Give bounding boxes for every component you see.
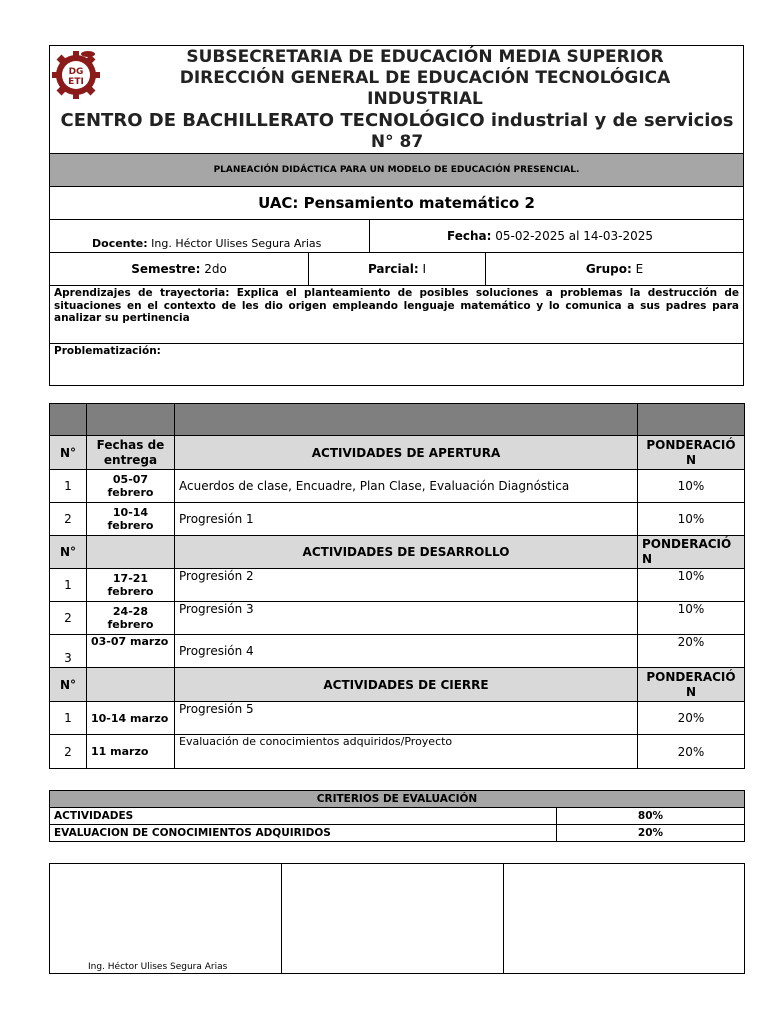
svg-text:DG: DG	[68, 67, 84, 77]
desarrollo-row-3-actividad: Progresión 4	[175, 635, 638, 668]
docente-label: Docente:	[92, 237, 148, 250]
criterios-table	[49, 790, 745, 842]
apertura-row-2-n: 2	[50, 503, 87, 536]
fecha-label: Fecha:	[447, 229, 492, 243]
desarrollo-row-3-pond: 20%	[638, 635, 745, 668]
apertura-row-2-fecha: 10-14 febrero	[87, 503, 175, 536]
docente-cell	[49, 219, 370, 253]
signature-docente: Ing. Héctor Ulises Segura Arias	[50, 864, 282, 974]
signature-cell-3	[504, 864, 745, 974]
header-line-5: N° 87	[370, 132, 424, 152]
apertura-row-1-actividad: Acuerdos de clase, Encuadre, Plan Clase, Evaluación Diagnóstica	[175, 470, 638, 503]
col-ponderacion: PONDERACIÓN	[638, 436, 745, 470]
cierre-col-no: N°	[50, 668, 87, 702]
desarrollo-row-2-actividad: Progresión 3	[175, 602, 638, 635]
apertura-row-2-pond: 10%	[638, 503, 745, 536]
dgeti-logo	[50, 48, 102, 100]
apertura-row-2-actividad: Progresión 1	[175, 503, 638, 536]
cierre-title: ACTIVIDADES DE CIERRE	[175, 668, 638, 702]
criterio-row-1-label: ACTIVIDADES	[50, 808, 557, 825]
desarrollo-row-1-actividad: Progresión 2	[175, 569, 638, 602]
aprendizajes-text: Aprendizajes de trayectoria: Explica el planteamiento de posibles soluciones a problemas la destrucción de situaciones en el contexto de les dio origen empleando lenguaje matemático y lo comunica a sus padres para analizar su pertinencia	[49, 285, 744, 344]
criterios-title: CRITERIOS DE EVALUACIÓN	[50, 791, 745, 808]
cierre-row-1-fecha: 10-14 marzo	[87, 702, 175, 735]
col-no: N°	[50, 436, 87, 470]
signature-cell-2	[282, 864, 504, 974]
apertura-row-1-n: 1	[50, 470, 87, 503]
semestre-value: 2do	[204, 262, 227, 276]
desarrollo-row-1-pond: 10%	[638, 569, 745, 602]
uac-title: UAC: Pensamiento matemático 2	[49, 186, 744, 220]
docente-value: Ing. Héctor Ulises Segura Arias	[151, 237, 322, 250]
signatures-table	[49, 863, 745, 974]
cierre-row-2-pond: 20%	[638, 735, 745, 769]
grupo-value: E	[635, 262, 644, 276]
criterio-row-1-value: 80%	[557, 808, 745, 825]
header-line-1: SUBSECRETARIA DE EDUCACIÓN MEDIA SUPERIOR	[186, 47, 664, 67]
cierre-col-pond: PONDERACIÓN	[638, 668, 745, 702]
semestre-label: Semestre:	[131, 262, 201, 276]
desarrollo-title: ACTIVIDADES DE DESARROLLO	[175, 536, 638, 569]
desarrollo-row-1-n: 1	[50, 569, 87, 602]
desarrollo-row-2-n: 2	[50, 602, 87, 635]
header-line-4: CENTRO DE BACHILLERATO TECNOLÓGICO industrial y de servicios	[60, 110, 734, 131]
desarrollo-row-2-pond: 10%	[638, 602, 745, 635]
cierre-row-2-fecha: 11 marzo	[87, 735, 175, 769]
desarrollo-row-1-fecha: 17-21 febrero	[87, 569, 175, 602]
parcial-value: I	[422, 262, 427, 276]
desarrollo-row-3-fecha: 03-07 marzo	[87, 635, 175, 668]
grupo-label: Grupo:	[585, 262, 632, 276]
grupo-cell	[485, 252, 744, 286]
cierre-row-1-pond: 20%	[638, 702, 745, 735]
header-line-3: INDUSTRIAL	[367, 89, 483, 109]
criterio-row-2-label: EVALUACION DE CONOCIMIENTOS ADQUIRIDOS	[50, 825, 557, 842]
cierre-row-1-n: 1	[50, 702, 87, 735]
desarrollo-col-no: N°	[50, 536, 87, 569]
activities-table	[49, 403, 745, 769]
cierre-row-2-n: 2	[50, 735, 87, 769]
col-fechas: Fechas de entrega	[87, 436, 175, 470]
fecha-value: 05-02-2025 al 14-03-2025	[495, 229, 654, 243]
cierre-row-2-actividad: Evaluación de conocimientos adquiridos/Proyecto	[175, 735, 638, 769]
planeacion-banner: PLANEACIÓN DIDÁCTICA PARA UN MODELO DE EDUCACIÓN PRESENCIAL.	[49, 153, 744, 187]
desarrollo-col-pond: PONDERACIÓN	[638, 536, 745, 569]
parcial-label: Parcial:	[367, 262, 419, 276]
cierre-row-1-actividad: Progresión 5	[175, 702, 638, 735]
apertura-title: ACTIVIDADES DE APERTURA	[175, 436, 638, 470]
semestre-cell	[49, 252, 309, 286]
problematizacion-label: Problematización:	[49, 343, 744, 386]
apertura-row-1-pond: 10%	[638, 470, 745, 503]
parcial-cell	[308, 252, 486, 286]
desarrollo-row-2-fecha: 24-28 febrero	[87, 602, 175, 635]
svg-text:ETI: ETI	[68, 77, 84, 87]
apertura-row-1-fecha: 05-07 febrero	[87, 470, 175, 503]
fecha-cell	[369, 219, 744, 253]
criterio-row-2-value: 20%	[557, 825, 745, 842]
header-line-2: DIRECCIÓN GENERAL DE EDUCACIÓN TECNOLÓGICA	[179, 68, 671, 88]
desarrollo-row-3-n: 3	[50, 635, 87, 668]
